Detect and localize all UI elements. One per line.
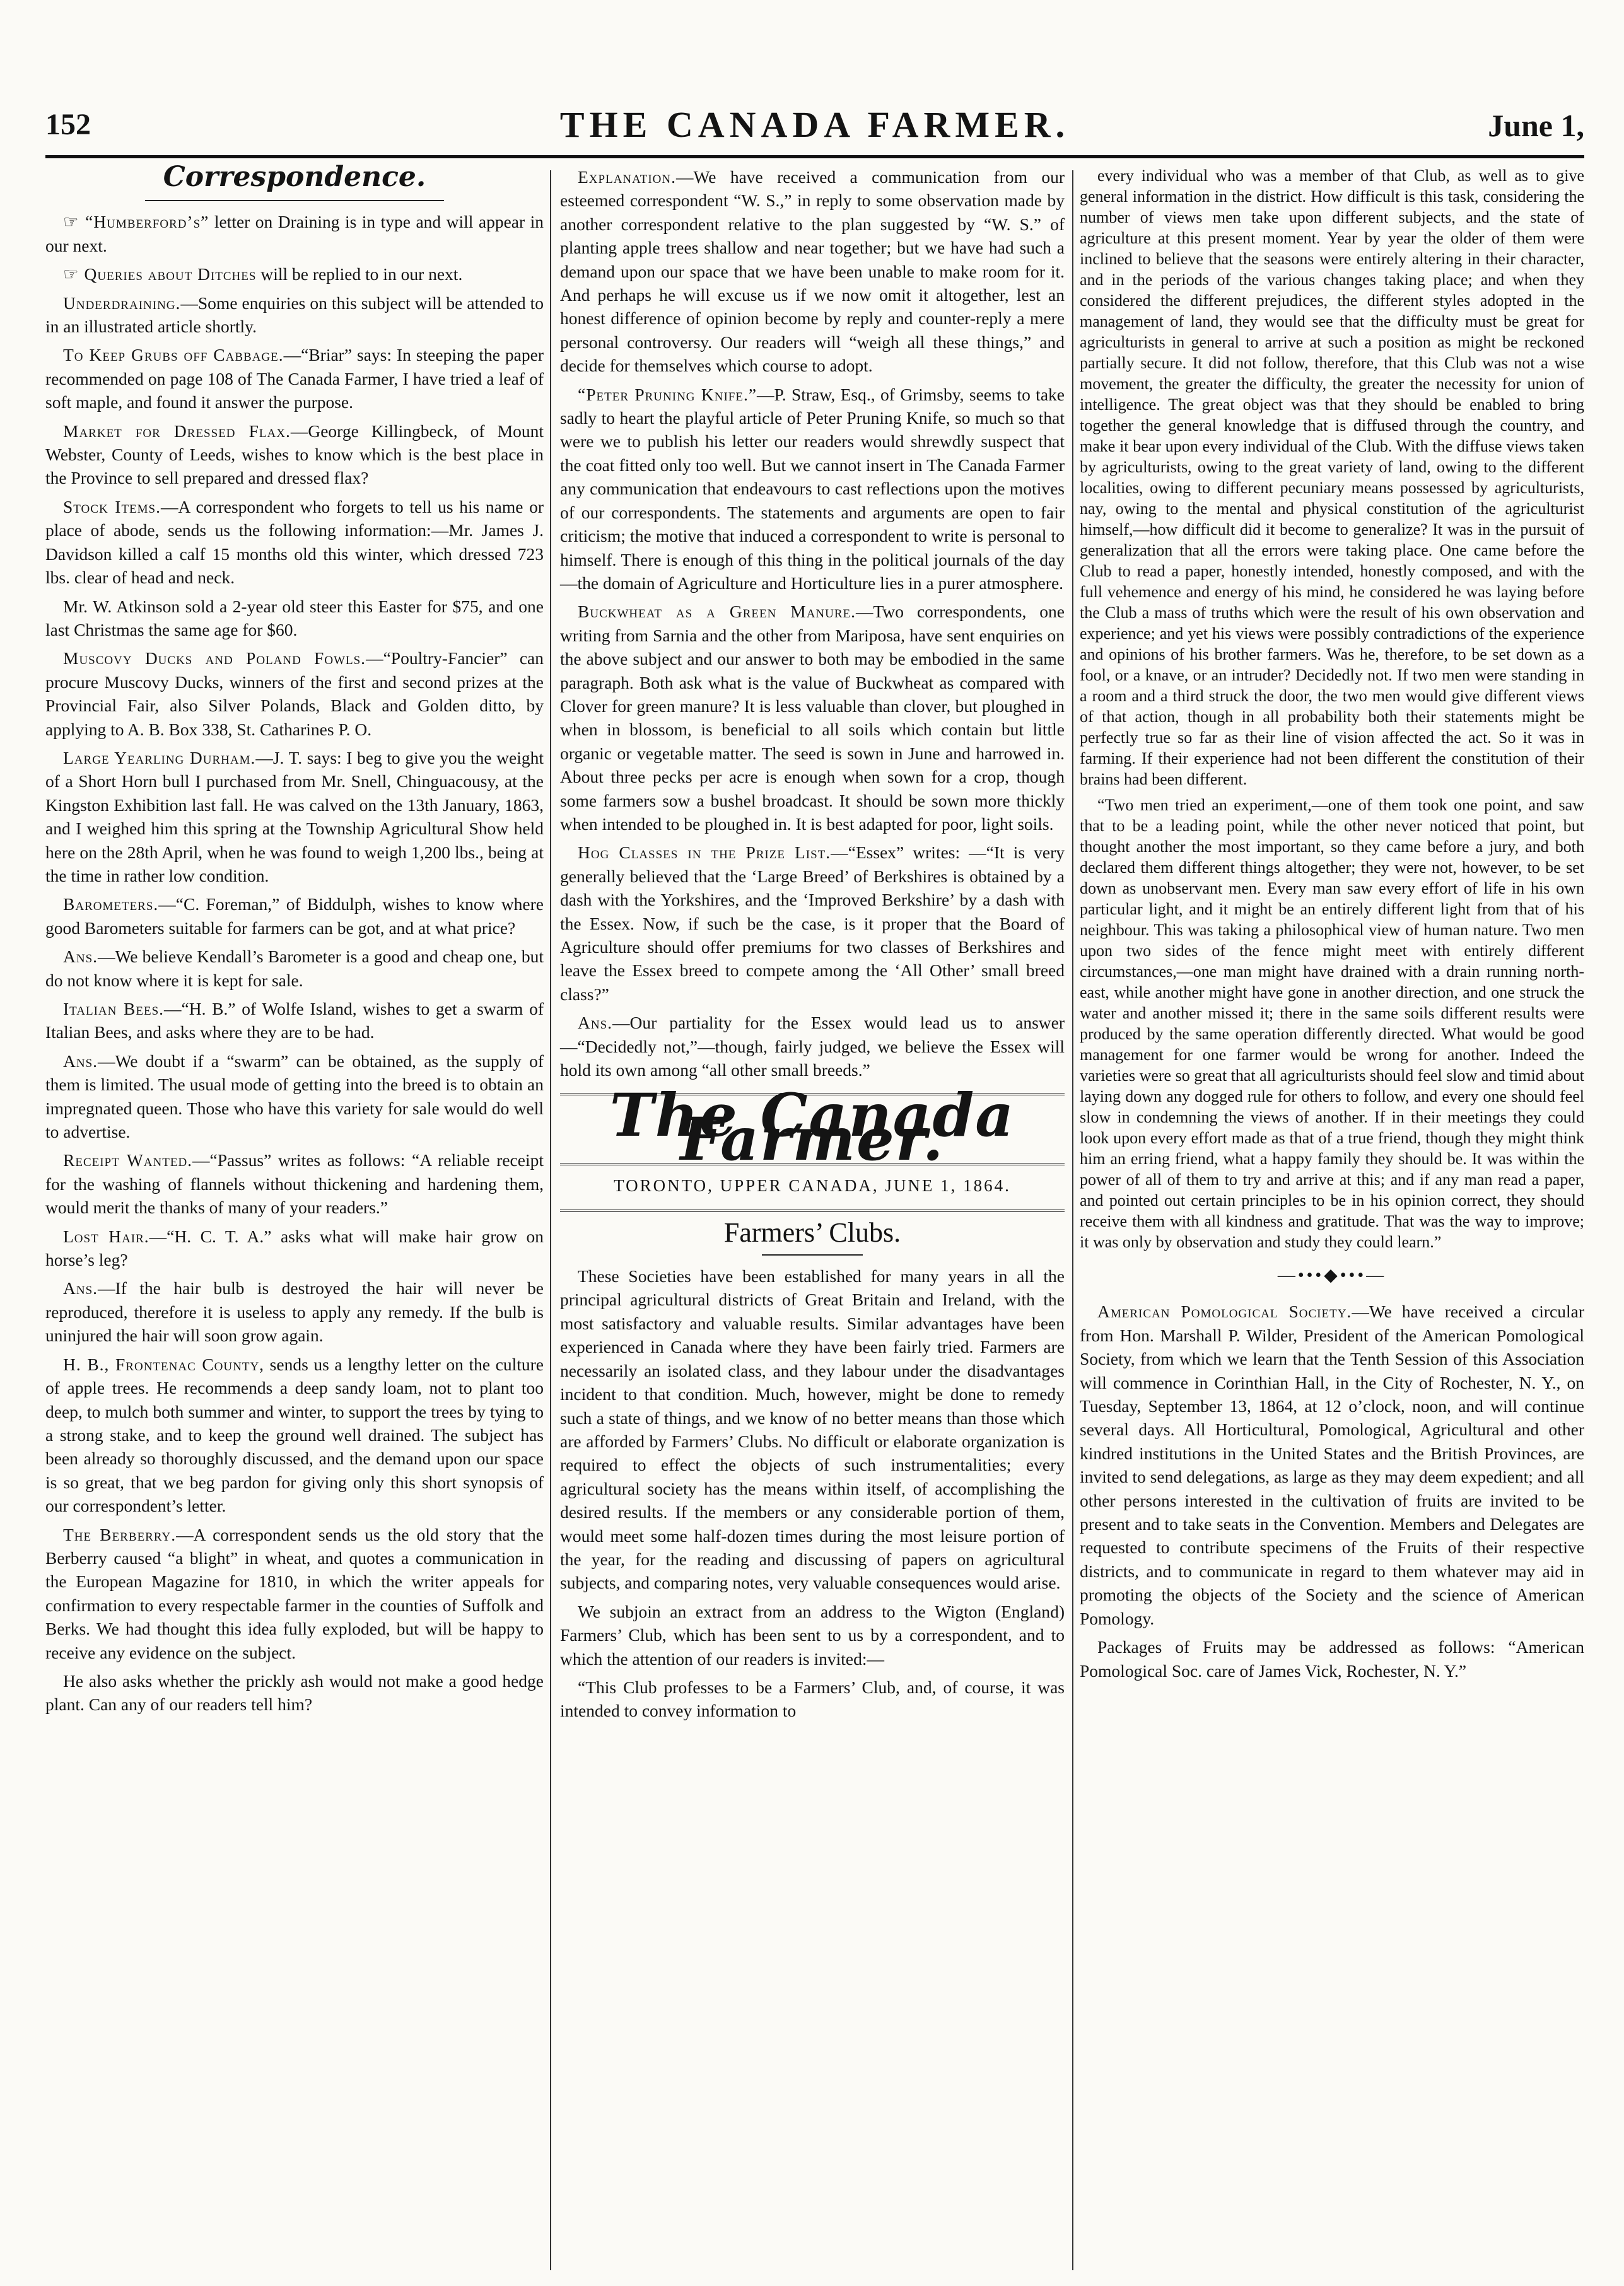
item-text: —“Poultry-Fancier” can procure Muscovy Ducks, winners of the first and second prizes at the Provincial Fair, also Silver Polands, Black and Golden ditto, by applying to A. B. Box 338, St. Catharines P. O. — [45, 648, 544, 739]
item-paragraph — [560, 600, 1065, 836]
item-lead: Lost Hair. — [63, 1226, 149, 1246]
item-paragraph — [560, 383, 1065, 595]
item-text: —“Briar” says: In steeping the paper recommended on page 108 of The Canada Farmer, I have tried a leaf of soft maple, and found it answer the purpose. — [45, 345, 544, 412]
divider — [560, 1210, 1065, 1212]
item-text: —J. T. says: I beg to give you the weight of a Short Horn bull I purchased from Mr. Snell, Chinguacousy, at the Kingston Exhibition last fall. He was calved on the 13th January, 1863, and I weighed him this spring at the Township Agricultural Show held here on the 28th April, when he was found to weigh 1,200 lbs., being at the time in rather low condition. — [45, 747, 544, 885]
item-lead: Large Yearling Durham. — [63, 747, 256, 767]
dateline: TORONTO, UPPER CANADA, JUNE 1, 1864. — [614, 1176, 1011, 1196]
item-text: —We have received a communication from our esteemed correspondent “W. S.,” in reply to some observation made by another correspondent relative to the plan suggested by “W. S.” of planting apple trees shallow and near together; but we have had such a demand upon our space that we have been unable to make room for it. And perhaps he will excuse us if we now omit it altogether, lest an honest difference of opinion become by reply and counter-reply a mere personal controversy. Our readers will “weigh all these things,” and decide for themselves which course to adopt. — [560, 167, 1065, 376]
item-text: —We believe Kendall’s Barometer is a good and cheap one, but do not know where it is kept for sale. — [45, 947, 544, 990]
item-lead: The Berberry. — [63, 1524, 177, 1544]
item-lead: Ans. — [63, 1051, 98, 1071]
item-paragraph — [45, 1523, 544, 1664]
item-paragraph — [45, 1049, 544, 1144]
item-paragraph — [45, 495, 544, 590]
item-lead: Ans. — [578, 1013, 613, 1033]
item-text: —“H. C. T. A.” asks what will make hair grow on horse’s leg? — [45, 1226, 544, 1270]
item-paragraph — [45, 595, 544, 642]
page-number: 152 — [45, 108, 91, 141]
item-text: —George Killingbeck, of Mount Webster, County of Leeds, wishes to know which is the best place in the Province to sell prepared and dressed flax? — [45, 421, 544, 488]
item-lead: Ans. — [63, 947, 98, 967]
item-paragraph — [45, 1669, 544, 1717]
item-paragraph — [45, 892, 544, 940]
item-paragraph — [45, 1353, 544, 1518]
item-paragraph: These Societies have been established for many years in all the principal agricultural districts of Great Britain and Ireland, with the most satisfactory and valuable results. Similar advantages have been experienced in Canada where they have been fairly tried. Farmers are necessarily an isolated class, and they labour under the disadvantages incident to that condition. Much, however, might be done to remedy such a state of things, and we know of no better means than those which are afforded by Farmers’ Clubs. No difficult or elaborate organization is required to effect the objects of such instrumentalities; every agricultural society has the means within itself, of accomplishing the desired results. If the members or any considerable portion of them, would meet some half-dozen times during the most leisure portion of the year, for the reading and discussing of papers on agricultural subjects, and comparing notes, very valuable consequences would arise. — [560, 1266, 1065, 1593]
item-paragraph — [45, 1225, 544, 1272]
notice-text: —We have received a circular from Hon. Marshall P. Wilder, President of the American Pomological Society, from which we learn that the Tenth Session of this Association will commence in Corinthian Hall, in the City of Rochester, N. Y., on Tuesday, September 13, 1864, at 12 o’clock, noon, and will continue several days. All Horticultural, Pomological, Agricultural and other kindred institutions in the United States and the British Provinces, are invited to send delegations, as large as they may deem expedient; and all other persons interested in the cultivation of fruits are invited to be present and to take seats in the Convention. Members and Delegates are requested to contribute specimens of the Fruits of their respective districts, and to communicate in regard to them whatever may aid in promoting the objects of the Society and the science of American Pomology. — [1080, 1302, 1584, 1628]
item-paragraph — [45, 291, 544, 339]
item-text: sends us a lengthy letter on the culture of apple trees. He recommends a deep sandy loam, not to plant too deep, to mulch both summer and winter, to support the trees by tying to a strong stake, and to keep the ground well drained. The subject has been already so thoroughly discussed, and the demand upon our space is so great, that we beg pardon for giving only this short synopsis of our correspondent’s letter. — [45, 1354, 544, 1516]
closing-note: Packages of Fruits may be addressed as follows: “American Pomological Soc. care of James Vick, Rochester, N. Y.” — [1080, 1637, 1584, 1681]
item-paragraph: every individual who was a member of that Club, as well as to give general information in the district. How difficult is this task, considering the number of views men take upon different subjects, and the state of agriculture at this present moment. Year by year the older of them were inclined to believe that the seasons were entirely altering in their character, and in the periods of the various changes taking place; and when they considered the different prejudices, the different styles adopted in the management of land, they would see that the difficulty must be great for agriculturists in general to arrive at such a position as might be reckoned partially secure. It did not follow, therefore, that this Club was not a wise movement, the greater the difficulty, the greater the necessity for union of intelligence. The great object was that they should be enabled to bring together the general knowledge that is diffused through the country, and make it bear upon every individual of the Club. With the diffuse views taken by agriculturists, owing to the great variety of land, owing to the different localities, owing to different pecuniary means possessed by agriculturists, nay, owing to the mental and physical constitution of the agriculturist himself,—how difficult did it become to generalize? It was in the pursuit of generalization that all the errors were taking place. One came before the Club to read a paper, honestly intended, honestly composed, and with the full vehemence and energy of his mind, he considered he was laying before the Club a mass of truths which were the result of his own observation and experience; and yet his views were possibly contradictions of the experience and opinions of his brother farmers. Was he, therefore, to be set down as a fool, or a knave, or an intruder? Decidedly not. If two men were standing in a room and a third struck the door, the two men would give different views of that action, though in all probability both their statements might be perfectly true so far as their line of vision affected the act. So it was in farming. If their experience had not been different the constitution of their brains had been different. — [1080, 166, 1584, 788]
farmers-clubs-article — [560, 1264, 1065, 1723]
item-paragraph — [45, 262, 544, 286]
item-paragraph — [560, 165, 1065, 378]
item-lead: Underdraining. — [63, 293, 181, 313]
item-text: —P. Straw, Esq., of Grimsby, seems to take sadly to heart the playful article of Peter Pruning Knife, so much so that were we to publish his letter our readers would shrewdly suspect that the coat fitted only too well. But we cannot insert in The Canada Farmer any communication that endeavours to cast reflections upon the motives of our correspondents. The statements and arguments are open to fair criticism; the motive that induced a correspondent to write is personal to himself. There is enough of this thing in the political journals of the day—the domain of Agriculture and Horticulture lies in a purer atmosphere. — [560, 384, 1065, 593]
item-lead: Explanation. — [578, 167, 677, 187]
header-rule — [45, 155, 1584, 158]
running-title: THE CANADA FARMER. — [559, 104, 1070, 145]
item-lead: Market for Dressed Flax. — [63, 421, 291, 441]
paper-title: The Canada Farmer. — [609, 1081, 1015, 1174]
item-paragraph — [560, 841, 1065, 1006]
item-lead: ☞ Queries about Ditches — [63, 264, 257, 284]
item-paragraph — [45, 343, 544, 414]
item-text: —“C. Foreman,” of Biddulph, wishes to know where good Barometers suitable for farmers can be got, and at what price? — [45, 894, 544, 938]
item-lead: Hog Classes in the Prize List. — [578, 843, 831, 863]
item-paragraph — [45, 945, 544, 992]
item-text: —A correspondent sends us the old story that the Berberry caused “a blight” in wheat, and quotes a communication in the European Magazine for 1810, in which the writer appeals for confirmation to every respectable farmer in the counties of Suffolk and Berks. We had thought this idea fully exploded, but will be happy to receive any evidence on the subject. — [45, 1524, 544, 1662]
item-paragraph: “Two men tried an experiment,—one of them took one point, and saw that to be a leading point, while the other never noticed that point, but thought another the most important, so they came before a jury, and both declared them different things altogether; they were not, however, to be set down as unobservant men. Every man saw every effort of life in his own particular light, and it might be an entirely different light from that of his neighbour. This was taking a philosophical view of human nature. Two men upon two sides of the fence might meet with entirely different circumstances,—one man might have drained with a drain running north-east, while another might have gone in another direction, and one struck the water and another missed it; there in the same soils different results were produced by the same operation differently directed. What would be good management for one farmer would be wrong for another. Indeed the varieties were so great that all agriculturists should feel slow and timid about laying down any dogged rule for others to follow, and every one should feel slow in condemning the views of another. If in their meetings they could look upon every effort made as that of a true friend, though they might think him an erring friend, what a happy family they should be. It was within the power of all of them to try and arrive at this; and if any man read a paper, and pointed out certain principles to be in his opinion correct, they should receive them with all kindness and gratitude. That was the way to improve; it was only by observation and study they could learn.” — [1080, 796, 1585, 1251]
divider — [145, 200, 444, 201]
issue-date: June 1, — [1488, 108, 1584, 143]
item-lead: To Keep Grubs off Cabbage. — [63, 345, 284, 365]
column-3 — [1080, 165, 1584, 1688]
editorial-notes — [560, 165, 1065, 1082]
ornament-divider: —•••◆•••— — [1277, 1266, 1387, 1285]
item-text: Mr. W. Atkinson sold a 2-year old steer this Easter for $75, and one last Christmas the same age for $60. — [45, 596, 544, 639]
item-text: —A correspondent who forgets to tell us his name or place of abode, sends us the following information:—Mr. James J. Davidson killed a calf 15 months old this winter, which dressed 723 lbs. clear of head and neck. — [45, 496, 544, 588]
item-lead: Ans. — [63, 1278, 98, 1298]
article-title-farmers-clubs: Farmers’ Clubs. — [723, 1216, 901, 1248]
item-text: —Some enquiries on this subject will be attended to in an illustrated article shortly. — [45, 293, 544, 337]
column-2 — [560, 165, 1065, 1728]
item-text: —If the hair bulb is destroyed the hair will never be reproduced, therefore it is useless to apply any remedy. If the bulb is uninjured the hair will soon grow again. — [45, 1278, 544, 1346]
item-lead: ☞ “Humberford’s” — [63, 212, 209, 232]
item-paragraph — [45, 646, 544, 741]
item-text: He also asks whether the prickly ash would not make a good hedge plant. Can any of our readers tell him? — [45, 1671, 544, 1715]
item-text: —We doubt if a “swarm” can be obtained, as the supply of them is limited. The usual mode of getting into the breed is to obtain an impregnated queen. Those who have this variety for sale would do well to advertise. — [45, 1051, 544, 1142]
item-text: —“Essex” writes: —“It is very generally believed that the ‘Large Breed’ of Berkshires is obtained by a dash with the Yorkshires, and the ‘Improved Berkshire’ by a dash with the Essex. Now, if such be the case, is it proper that the Board of Agriculture should offer premiums for two classes of Berkshires and leave the Essex breed to compete among the ‘All Other’ small breed class?” — [560, 843, 1065, 1004]
masthead — [45, 101, 1584, 151]
item-paragraph: We subjoin an extract from an address to the Wigton (England) Farmers’ Club, which has been sent to us by a correspondent, and to which the attention of our readers is invited:— — [560, 1601, 1065, 1669]
section-heading-correspondence: Correspondence. — [163, 161, 426, 193]
notice-lead: American Pomological Society. — [1097, 1302, 1352, 1322]
item-lead: Receipt Wanted. — [63, 1150, 193, 1170]
item-paragraph — [560, 1011, 1065, 1082]
item-lead: Stock Items. — [63, 496, 161, 516]
column-divider — [550, 170, 551, 2270]
item-paragraph — [45, 1148, 544, 1219]
address-extract — [1080, 165, 1584, 1252]
item-text: letter on Draining is in type and will appear in our next. — [45, 212, 544, 255]
item-paragraph — [45, 1276, 544, 1347]
item-paragraph — [45, 210, 544, 257]
column-divider — [1072, 170, 1073, 2270]
item-paragraph — [45, 746, 544, 887]
item-text: —Our partiality for the Essex would lead us to answer—“Decidedly not,”—though, fairly judged, we believe the Essex will hold its own among “all other small breeds.” — [560, 1013, 1065, 1080]
pomological-notice — [1080, 1300, 1584, 1630]
item-text: —Two correspondents, one writing from Sarnia and the other from Mariposa, have sent enquiries on the above subject and our answer to both may be embodied in the same paragraph. Both ask what is the value of Buckwheat as compared with Clover for green manure? It is less valuable than clover, but ploughed in when in blossom, is beneficial to all soils which contain but little organic or vegetable matter. The seed is sown in June and harrowed in. About three pecks per acre is enough when sown for a crop, though some farmers sow a bushel broadcast. It should be sown more thickly when intended to be ploughed in. It is best adapted for poor, light soils. — [560, 602, 1065, 834]
item-text: —“H. B.” of Wolfe Island, wishes to get a swarm of Italian Bees, and asks where they are to be had. — [45, 999, 544, 1042]
correspondence-items — [45, 210, 544, 1716]
item-paragraph — [45, 419, 544, 490]
item-lead: H. B., Frontenac County, — [63, 1354, 265, 1374]
divider — [762, 1254, 863, 1256]
item-lead: Buckwheat as a Green Manure. — [578, 602, 856, 622]
column-1 — [45, 161, 544, 1722]
item-lead: Italian Bees. — [63, 999, 165, 1018]
item-lead: Barometers. — [63, 894, 159, 914]
item-lead: Muscovy Ducks and Poland Fowls. — [63, 648, 366, 668]
item-text: will be replied to in our next. — [256, 264, 463, 284]
item-text: —“Passus” writes as follows: “A reliable receipt for the washing of flannels without thickening and hardening them, would merit the thanks of many of your readers.” — [45, 1150, 544, 1218]
item-paragraph: “This Club professes to be a Farmers’ Club, and, of course, it was intended to convey information to — [560, 1677, 1065, 1721]
item-lead: “Peter Pruning Knife.” — [578, 384, 757, 404]
item-paragraph — [45, 997, 544, 1044]
